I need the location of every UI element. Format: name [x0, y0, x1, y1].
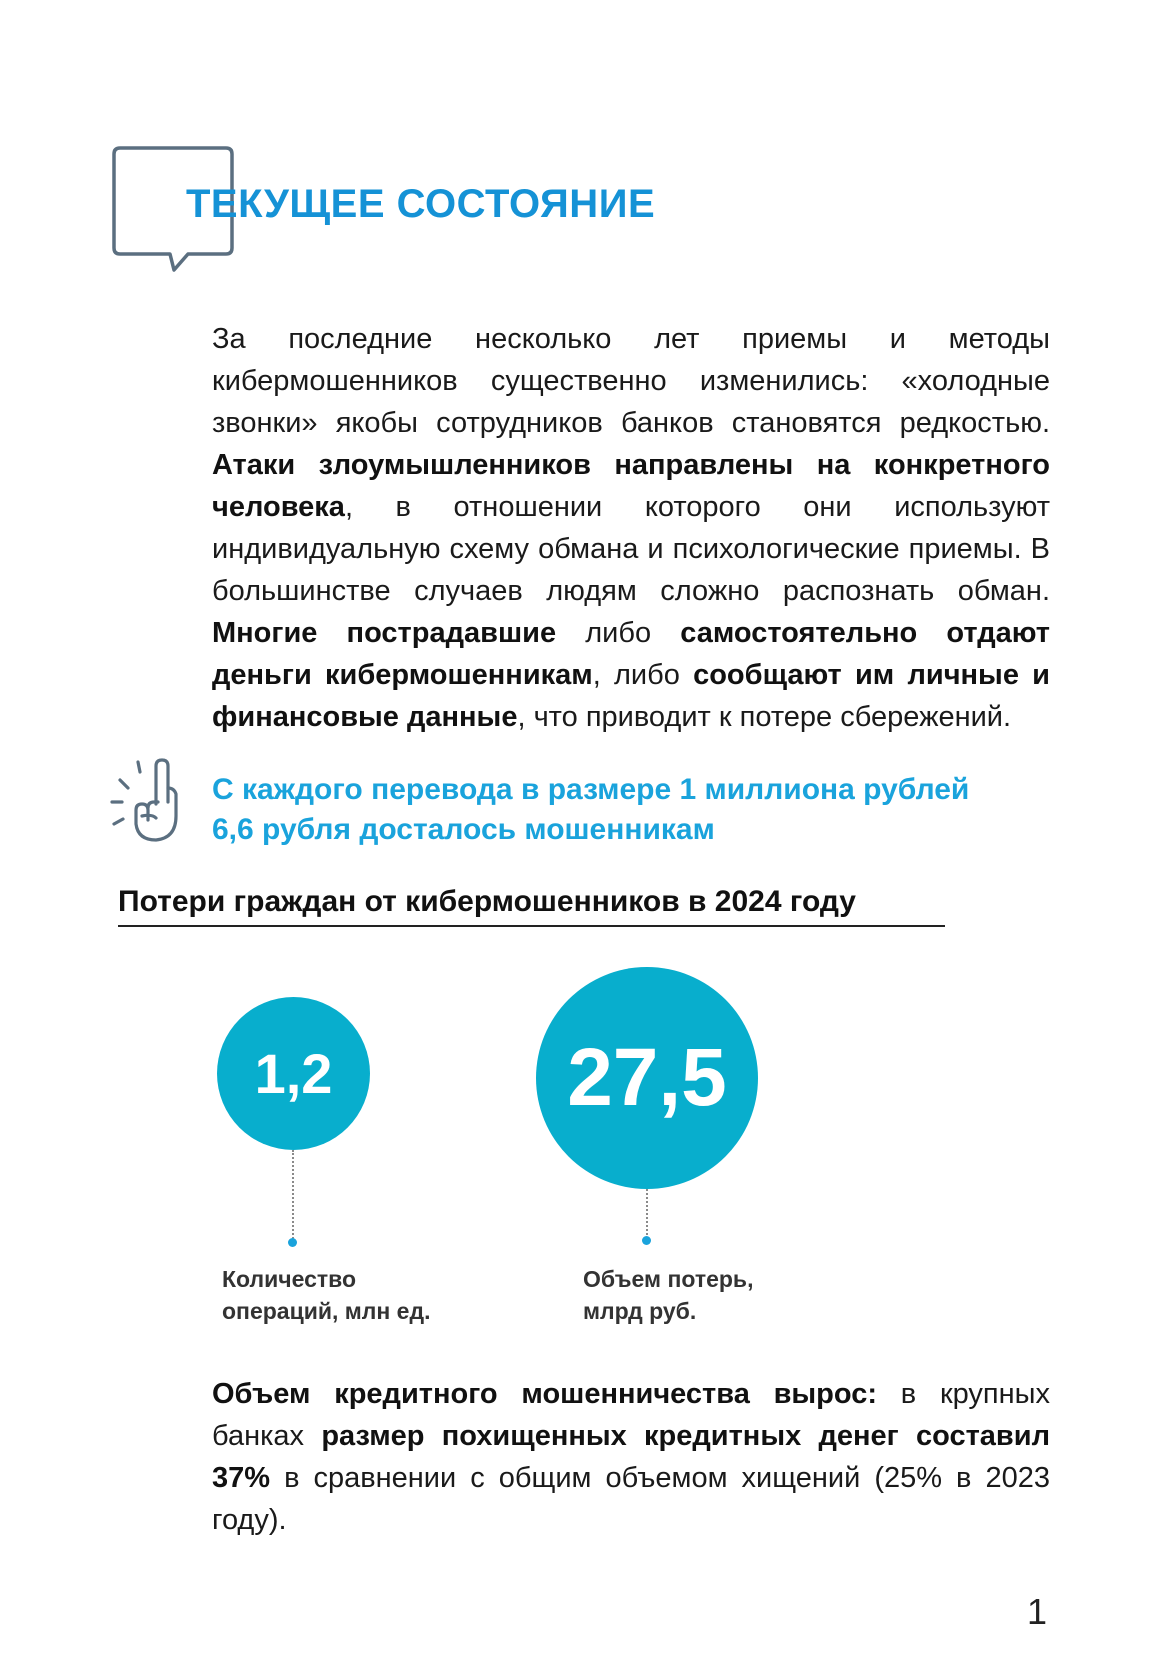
credit-fraud-paragraph	[212, 1373, 1050, 1541]
intro-paragraph	[212, 318, 1050, 738]
page-number: 1	[1026, 1591, 1047, 1632]
bold-span: Объем кредитного мошенничества вырос:	[212, 1378, 878, 1410]
page-title: ТЕКУЩЕЕ СОСТОЯНИЕ	[186, 182, 656, 226]
caption-line: Объем потерь,	[583, 1266, 754, 1292]
highlight-line-2: 6,6 рубля досталось мошенникам	[212, 813, 715, 846]
bold-span: Атаки злоумышленников направлены на конкретного человека	[212, 449, 1050, 523]
raised-finger-icon	[108, 758, 184, 844]
text-span: За последние несколько лет приемы и методы кибермошенников существенно изменились: «холодные звонки» якобы сотрудников банков становятся редкостью.	[212, 323, 1050, 439]
bold-span: сообщают им личные и финансовые данные	[212, 659, 1050, 733]
bold-span: самостоятельно отдают деньги кибермошенникам	[212, 617, 1050, 691]
leader-line	[646, 1189, 648, 1239]
text-span: в сравнении с общим объемом хищений (25% в 2023 году).	[212, 1462, 1050, 1536]
section-underline	[118, 925, 945, 927]
caption-line: млрд руб.	[583, 1298, 697, 1324]
highlight-callout	[212, 770, 1062, 850]
bold-span: размер похищенных кредитных денег составил 37%	[212, 1420, 1050, 1494]
stat-circle-losses: 27,5	[536, 967, 758, 1189]
stat-caption-operations	[222, 1263, 430, 1327]
leader-dot	[642, 1236, 651, 1245]
text-span: , что приводит к потере сбережений.	[517, 701, 1012, 733]
stat-caption-losses	[583, 1263, 753, 1327]
section-title: Потери граждан от кибермошенников в 2024 году	[118, 885, 856, 918]
text-span: , либо	[592, 659, 694, 691]
caption-line: Количество	[222, 1266, 357, 1292]
highlight-line-1: С каждого перевода в размере 1 миллиона рублей	[212, 773, 970, 806]
leader-line	[292, 1150, 294, 1242]
stat-circle-operations: 1,2	[217, 997, 370, 1150]
text-span: , в отношении которого они используют индивидуальную схему обмана и психологические приемы. В большинстве случаев людям сложно распознать обман.	[212, 491, 1050, 607]
bold-span: Многие пострадавшие	[212, 617, 557, 649]
leader-dot	[288, 1238, 297, 1247]
text-span: в крупных банках	[212, 1378, 1050, 1452]
caption-line: операций, млн ед.	[222, 1298, 431, 1324]
text-span: либо	[556, 617, 681, 649]
